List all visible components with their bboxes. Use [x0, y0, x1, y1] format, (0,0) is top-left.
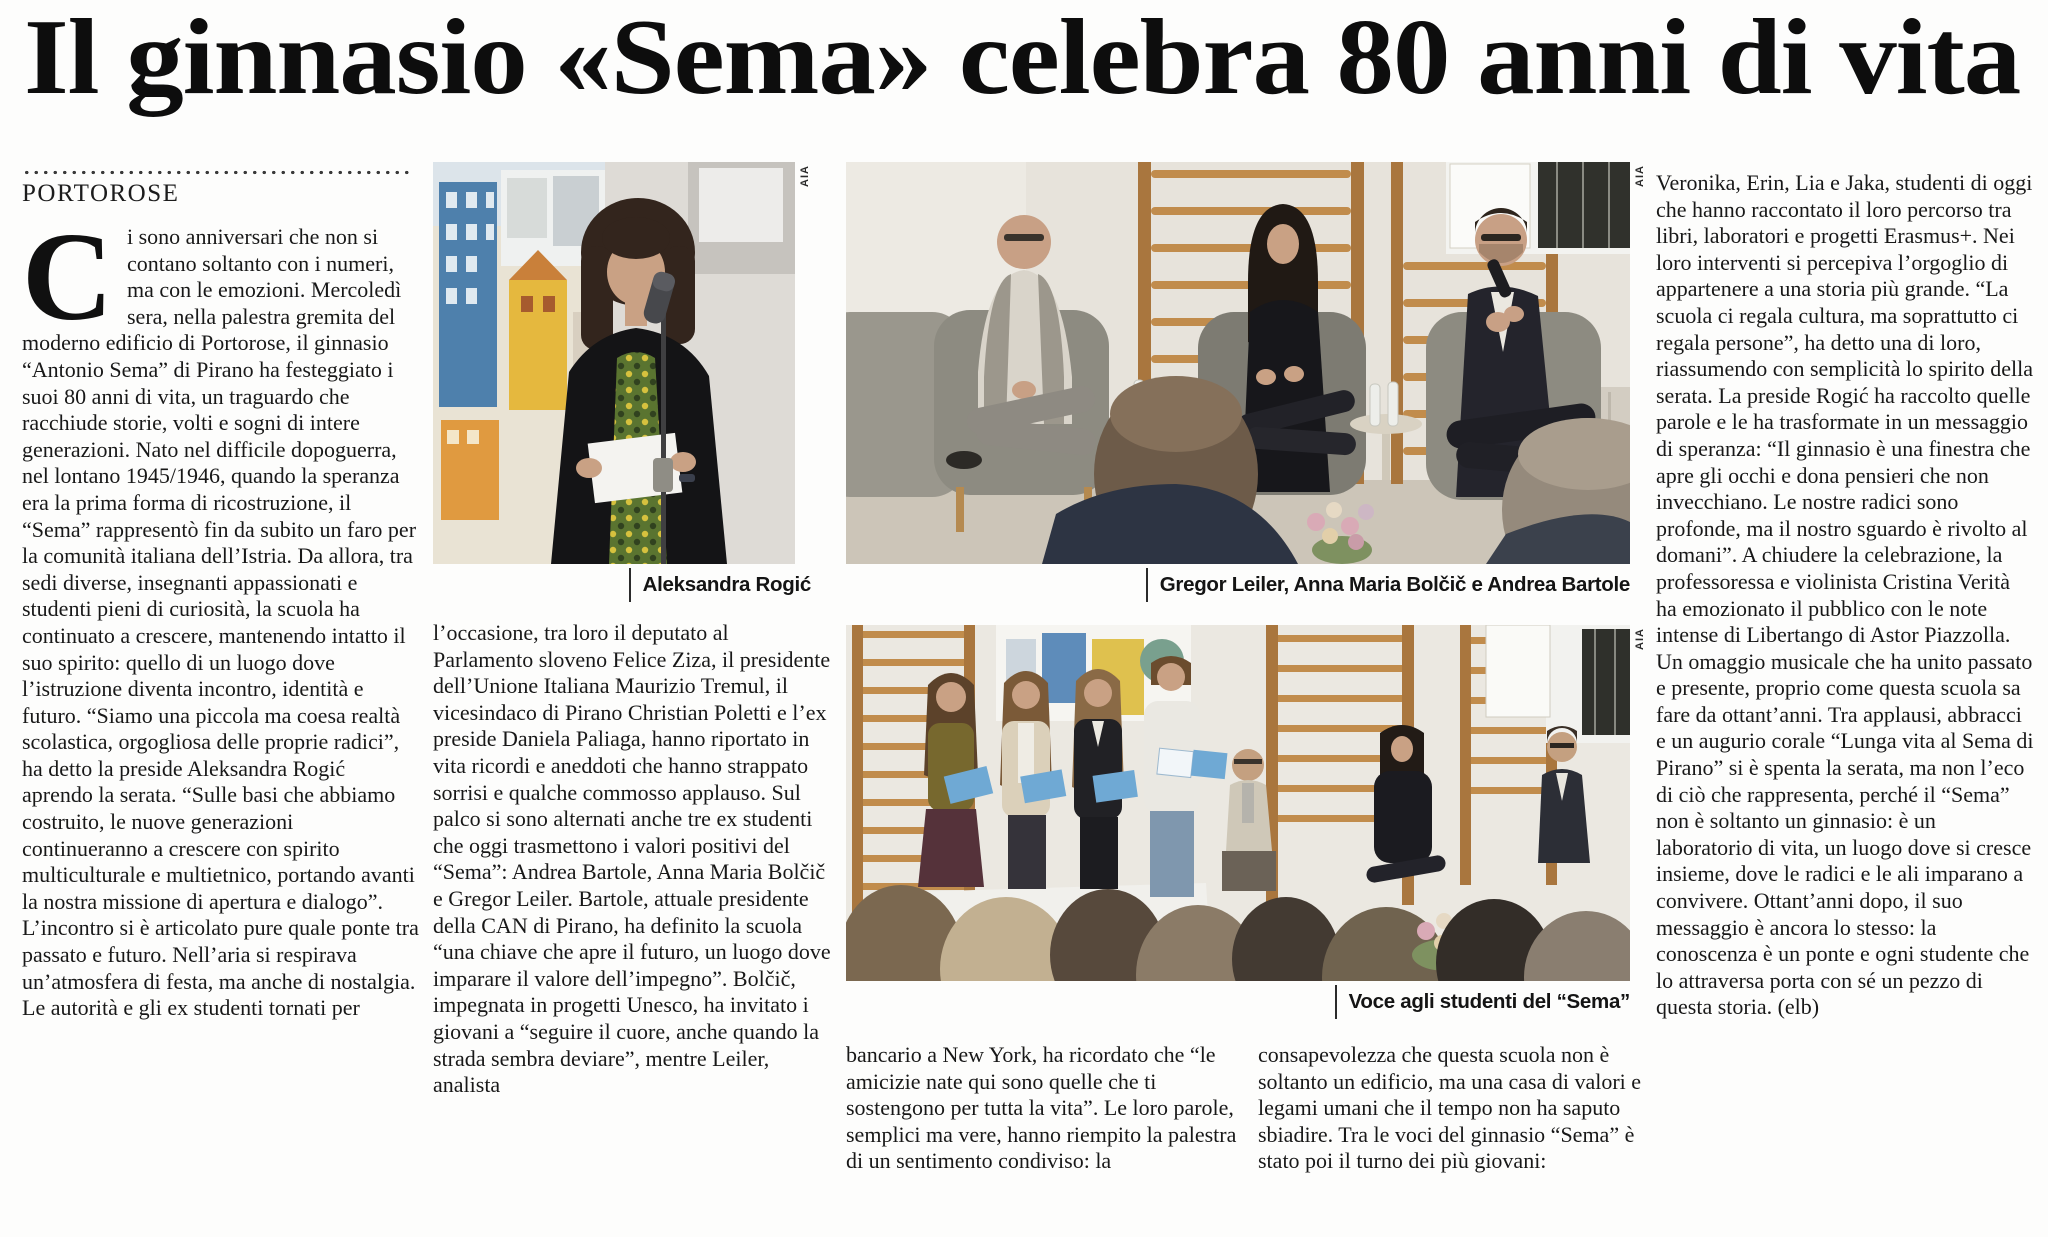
photo2-credit: AIA: [1634, 165, 1646, 187]
photo3-caption: [846, 985, 1630, 1019]
article-column-5: Veronika, Erin, Lia e Jaka, studenti di oggi che hanno raccontato il loro percorso tra libri, laboratori e progetti Erasmus+. Nei loro interventi si percepiva l’orgoglio di appartenere a una storia più grande. “La scuola ci regala cultura, ma soprattutto ci regala persone”, ha detto una di loro, riassumendo con semplicità lo spirito della serata. La preside Rogić ha raccolto quelle parole e le ha trasformate in un messaggio di speranza: “Il ginnasio è una finestra che apre gli occhi e dona pensieri che non invecchiano. Le nostre radici sono profonde, ma il nostro sguardo è rivolto al domani”. A chiudere la celebrazione, la professoressa e violinista Cristina Verità ha emozionato il pubblico con le note intense di Libertango di Astor Piazzolla. Un omaggio musicale che ha unito passato e presente, proprio come questa scuola sa fare da ottant’anni. Tra applausi, abbracci e un augurio corale “Lunga vita al Sema di Pirano” si è spenta la serata, ma non l’eco di ciò che rappresenta, perché il “Sema” non è soltanto un ginnasio: è un laboratorio di vita, un luogo dove si cresce insieme, dove le radici e le ali imparano a convivere. Ottant’anni dopo, il suo messaggio è ancora lo stesso: la conoscenza è un ponte e ogni studente che lo attraversa porta con sé un pezzo di questa storia. (elb): [1656, 170, 2034, 1020]
photo2-caption-text: Gregor Leiler, Anna Maria Bolčič e Andrea Bartole: [1159, 573, 1630, 596]
article-column-1: [22, 224, 420, 1224]
article-column-3: bancario a New York, ha ricordato che “le amicizie nate qui sono quelle che ti sostengono per tutta la vita”. Le loro parole, semplici ma vere, hanno riempito la palestra di un sentimento condiviso: la: [846, 1042, 1237, 1174]
photo1-credit: AIA: [799, 165, 811, 187]
kicker-block: [22, 170, 414, 208]
photo1-caption: [433, 568, 811, 602]
article-title: Il ginnasio «Sema» celebra 80 anni di vita: [24, 0, 2021, 117]
photo-students-reading: [846, 625, 1630, 981]
photo2-caption: [846, 568, 1630, 602]
kicker-dotted-rule: [22, 170, 414, 175]
article-column-2: l’occasione, tra loro il deputato al Parlamento sloveno Felice Ziza, il presidente dell’Unione Italiana Maurizio Tremul, il vicesindaco di Pirano Christian Poletti e l’ex preside Daniela Paliaga, hanno riportato in vita ricordi e aneddoti che hanno strappato sorrisi e qualche commosso applauso. Sul palco si sono alternati anche tre ex studenti che oggi trasmettono i valori positivi del “Sema”: Andrea Bartole, Anna Maria Bolčič e Gregor Leiler. Bartole, attuale presidente della CAN di Pirano, ha definito la scuola “una chiave che apre il futuro, un luogo dove imparare il valore dell’impegno”. Bolčič, impegnata in progetti Unesco, ha invitato i giovani a “seguire il cuore, anche quando la strada sembra deviare”, mentre Leiler, analista: [433, 620, 831, 1098]
column-1-text: i sono anniversari che non si contano soltanto con i numeri, ma con le emozioni. Mercoledì sera, nella palestra gremita del moderno edificio di Portorose, il ginnasio “Antonio Sema” di Pirano ha festeggiato i suoi 80 anni di vita, un traguardo che racchiude storie, volti e sogni di intere generazioni. Nato nel difficile dopoguerra, nel lontano 1945/1946, quando la speranza era la prima forma di ricostruzione, il “Sema” rappresentò fin da subito un faro per la comunità italiana dell’Istria. Da allora, tra sedi diverse, insegnanti appassionati e studenti pieni di curiosità, la scuola ha continuato a crescere, mantenendo intatto il suo spirito: quello di un luogo dove l’istruzione diventa incontro, identità e futuro. “Siamo una piccola ma coesa realtà scolastica, orgogliosa delle proprie radici”, ha detto la preside Aleksandra Rogić aprendo la serata. “Sulle basi che abbiamo costruito, le nuove generazioni continueranno a crescere con spirito multiculturale e multietnico, portando avanti la nostra missione di apertura e dialogo”. L’incontro si è articolato pure quale ponte tra passato e futuro. Nell’aria si respirava un’atmosfera di festa, ma anche di nostalgia. Le autorità e gli ex studenti tornati per: [22, 224, 419, 1021]
photo3-illustration: [846, 625, 1630, 981]
photo2-illustration: [846, 162, 1630, 564]
caption-divider: [1335, 985, 1337, 1019]
kicker-label: PORTOROSE: [22, 180, 180, 207]
photo-panel-discussion: [846, 162, 1630, 564]
article-column-4: consapevolezza che questa scuola non è soltanto un edificio, ma una casa di valori e legami umani che il tempo non ha saputo sbiadire. Tra le voci del ginnasio “Sema” è stato poi il turno dei più giovani:: [1258, 1042, 1642, 1174]
photo1-illustration: [433, 162, 795, 564]
photo3-credit: AIA: [1634, 628, 1646, 650]
drop-cap: C: [22, 224, 113, 347]
photo-speaker-aleksandra-rogic: [433, 162, 795, 564]
photo1-caption-text: Aleksandra Rogić: [642, 573, 811, 596]
caption-divider: [629, 568, 631, 602]
caption-divider: [1146, 568, 1148, 602]
photo3-caption-text: Voce agli studenti del “Sema”: [1348, 990, 1630, 1013]
